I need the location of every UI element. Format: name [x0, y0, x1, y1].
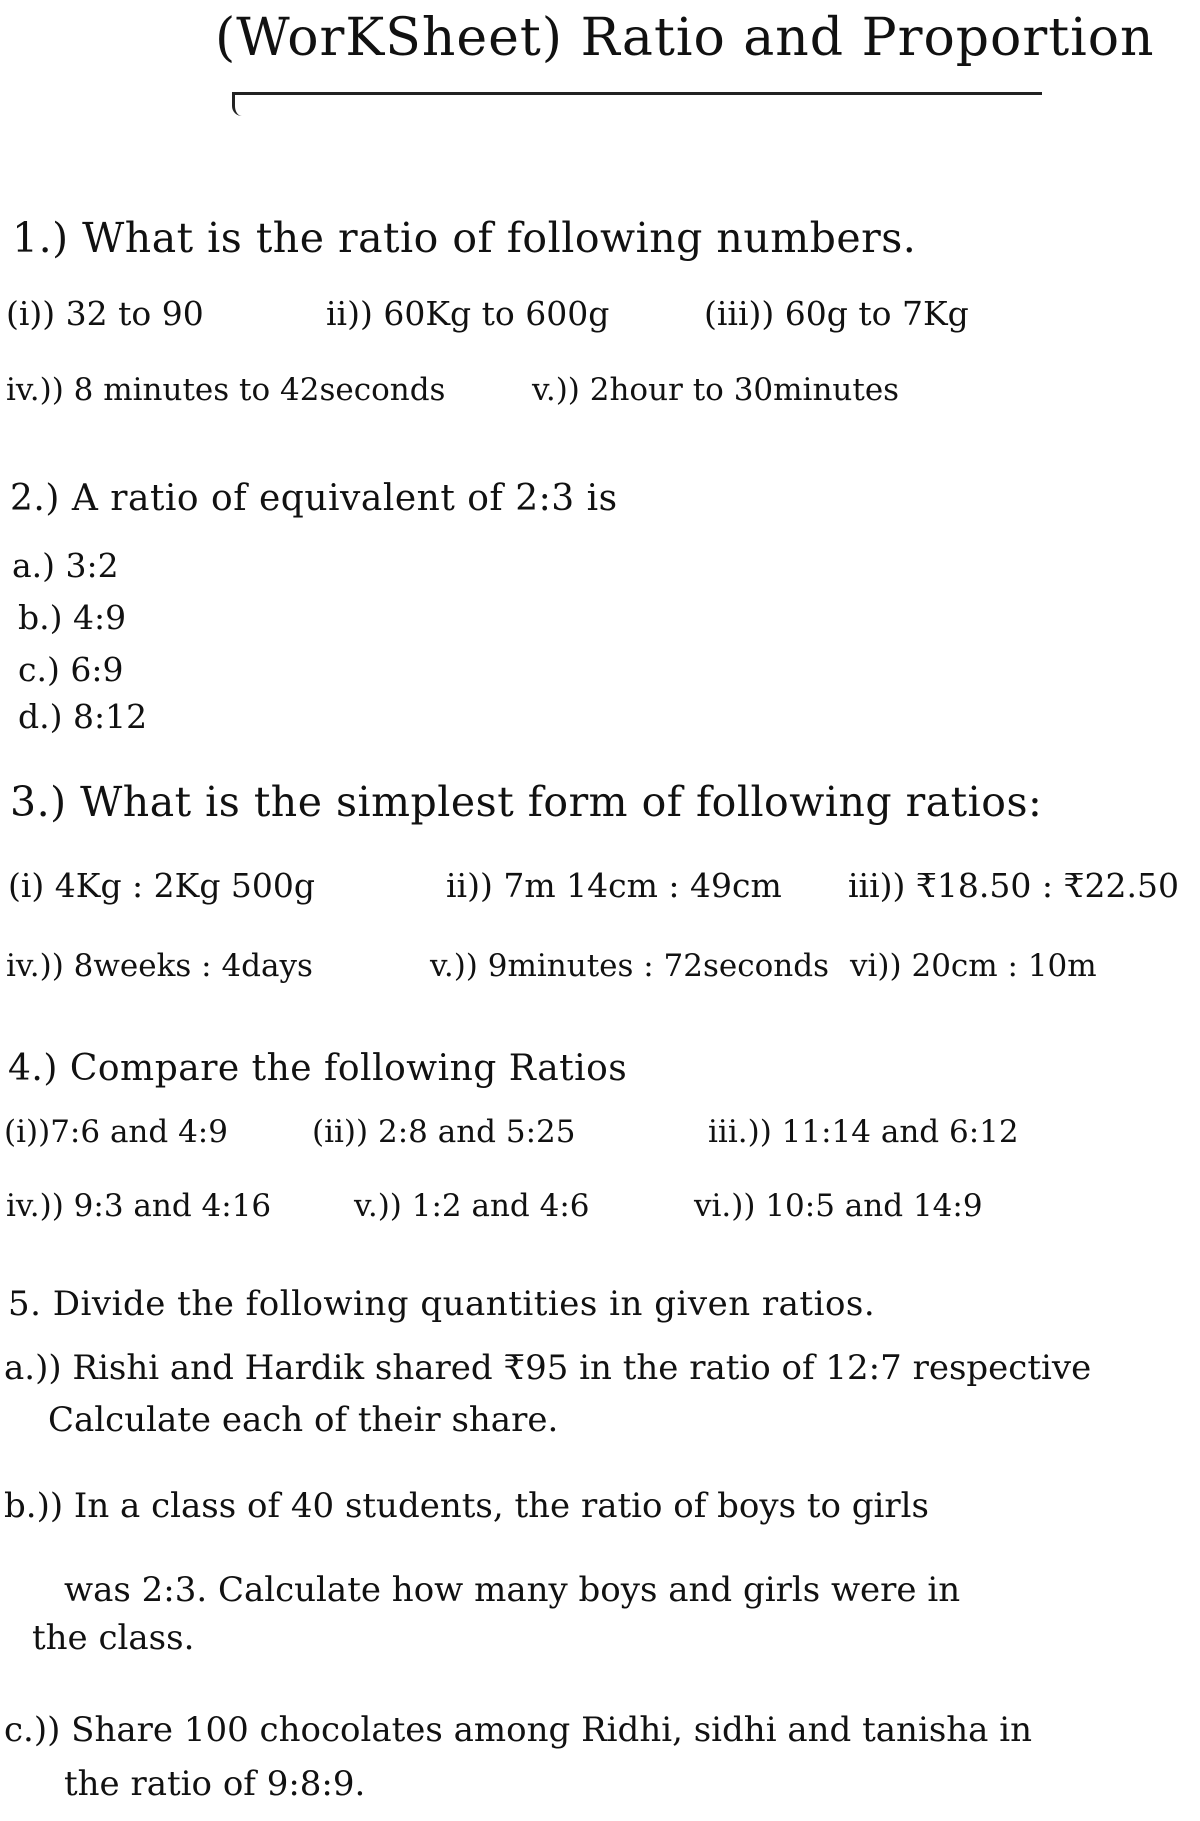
q3-item-iv: iv.)) 8weeks : 4days — [6, 948, 313, 984]
q5-part-a-line-1: a.)) Rishi and Hardik shared ₹95 in the ratio of 12:7 respective — [4, 1348, 1092, 1388]
q3-item-iii: iii)) ₹18.50 : ₹22.50 — [848, 866, 1179, 905]
q5-part-b-line-3: the class. — [32, 1618, 195, 1658]
q5-part-c-line-1: c.)) Share 100 chocolates among Ridhi, sidhi and tanisha in — [4, 1710, 1033, 1750]
q5-part-b-line-2: was 2:3. Calculate how many boys and girls were in — [64, 1570, 961, 1610]
q3-item-v: v.)) 9minutes : 72seconds — [430, 948, 830, 984]
question-2-prompt: 2.) A ratio of equivalent of 2:3 is — [10, 478, 618, 519]
q5-part-b-line-1: b.)) In a class of 40 students, the ratio of boys to girls — [4, 1486, 930, 1526]
question-4-prompt: 4.) Compare the following Ratios — [8, 1048, 628, 1089]
title-underline — [232, 92, 1042, 95]
q3-item-vi: vi)) 20cm : 10m — [850, 948, 1097, 984]
q2-option-c: c.) 6:9 — [18, 650, 124, 689]
q1-item-iii: (iii)) 60g to 7Kg — [704, 294, 969, 333]
q4-item-vi: vi.)) 10:5 and 14:9 — [694, 1188, 983, 1224]
q1-item-i: (i)) 32 to 90 — [6, 294, 204, 333]
q1-item-ii: ii)) 60Kg to 600g — [326, 294, 610, 333]
question-3-prompt: 3.) What is the simplest form of following ratios: — [10, 778, 1043, 826]
q2-option-d: d.) 8:12 — [18, 697, 148, 736]
q4-item-ii: (ii)) 2:8 and 5:25 — [312, 1114, 576, 1150]
q4-item-i: (i))7:6 and 4:9 — [4, 1114, 228, 1150]
q1-item-v: v.)) 2hour to 30minutes — [532, 372, 900, 408]
q1-item-iv: iv.)) 8 minutes to 42seconds — [6, 372, 446, 408]
q4-item-iii: iii.)) 11:14 and 6:12 — [708, 1114, 1019, 1150]
q4-item-v: v.)) 1:2 and 4:6 — [354, 1188, 590, 1224]
q3-item-i: (i) 4Kg : 2Kg 500g — [8, 866, 316, 905]
q5-part-a-line-2: Calculate each of their share. — [48, 1400, 559, 1440]
title-underline-hook — [232, 92, 245, 116]
q5-part-c-line-2: the ratio of 9:8:9. — [64, 1764, 366, 1804]
q2-option-a: a.) 3:2 — [12, 546, 119, 585]
question-1-prompt: 1.) What is the ratio of following numbers. — [12, 214, 917, 262]
q4-item-iv: iv.)) 9:3 and 4:16 — [6, 1188, 272, 1224]
worksheet-title: (WorKSheet) Ratio and Proportion — [215, 8, 1155, 68]
q3-item-ii: ii)) 7m 14cm : 49cm — [446, 866, 782, 905]
question-5-prompt: 5. Divide the following quantities in given ratios. — [8, 1284, 876, 1324]
q2-option-b: b.) 4:9 — [18, 598, 127, 637]
